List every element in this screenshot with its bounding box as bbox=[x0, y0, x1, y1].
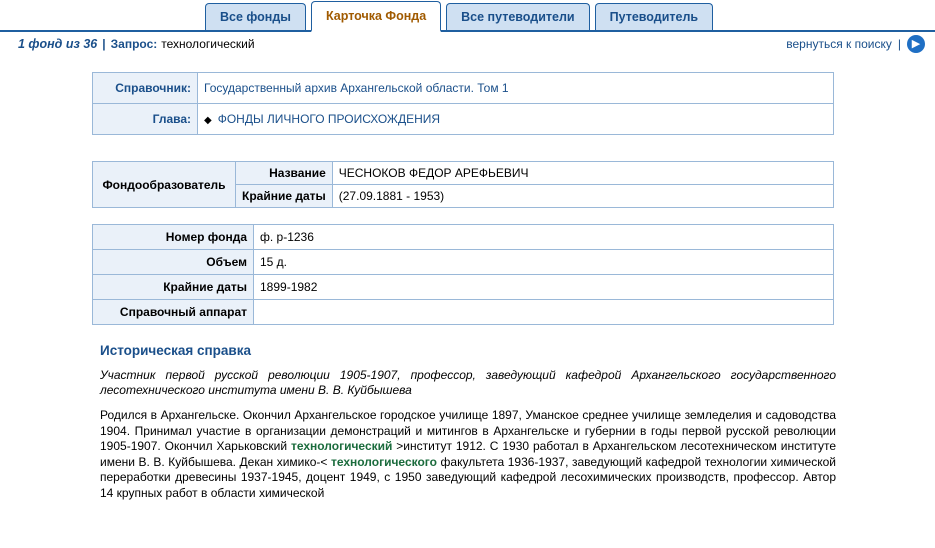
tab-all-guides[interactable]: Все путеводители bbox=[446, 3, 589, 30]
querybar-pipe: | bbox=[897, 37, 901, 51]
result-count: 1 фонд из 36 bbox=[18, 37, 98, 51]
query-value: технологический bbox=[161, 37, 255, 51]
founder-dates-value: (27.09.1881 - 1953) bbox=[332, 185, 833, 208]
table-row bbox=[93, 300, 834, 325]
table-row bbox=[93, 250, 834, 275]
table-row bbox=[93, 225, 834, 250]
founder-name-value: ЧЕСНОКОВ ФЕДОР АРЕФЬЕВИЧ bbox=[332, 162, 833, 185]
fund-number-label: Номер фонда bbox=[93, 225, 254, 250]
fund-dates-value: 1899-1982 bbox=[254, 275, 834, 300]
founder-dates-label: Крайние даты bbox=[236, 185, 333, 208]
diamond-bullet-icon: ◆ bbox=[204, 115, 212, 126]
founder-label: Фондообразователь bbox=[93, 162, 236, 208]
history-part-2: >институт 1912. С 1930 работал в Архангельском лесотехническом институте имени В. В. Куйбышева. Декан химико-< bbox=[100, 439, 836, 469]
table-row bbox=[93, 162, 834, 185]
fund-info-table bbox=[92, 224, 834, 325]
fund-number-value: ф. р-1236 bbox=[254, 225, 834, 250]
tab-bar bbox=[0, 0, 935, 32]
reference-table bbox=[92, 72, 834, 135]
history-title: Историческая справка bbox=[100, 343, 251, 358]
tab-guide[interactable]: Путеводитель bbox=[595, 3, 713, 30]
history-paragraph bbox=[100, 408, 836, 501]
tab-fund-card[interactable]: Карточка Фонда bbox=[311, 1, 441, 32]
glava-label: Глава: bbox=[93, 104, 198, 135]
history-part-1: Родился в Архангельске. Окончил Архангельское городское училище 1897, Уманское среднее училище земледелия и садоводства 1904. Принимал участие в организации демонстраций и митингов в Архангельске и губернии в годы первой русской революции 1905-1907. Окончил Харьковский bbox=[100, 408, 836, 453]
table-row bbox=[93, 73, 834, 104]
spravochnik-value[interactable]: Государственный архив Архангельской области. Том 1 bbox=[198, 73, 834, 104]
table-row bbox=[93, 104, 834, 135]
query-bar bbox=[0, 32, 935, 56]
table-row bbox=[93, 275, 834, 300]
history-part-3: факультета 1936-1937, заведующий кафедрой технологии химической переработки древесины 1937-1945, доцент 1949, с 1950 заведующий кафедрой лесохимических производств, профессор. Автор 14 крупных работ в области химической bbox=[100, 454, 836, 500]
back-to-search-link[interactable]: вернуться к поиску bbox=[786, 37, 892, 51]
founder-table bbox=[92, 161, 834, 208]
founder-name-label: Название bbox=[236, 162, 333, 185]
fund-volume-label: Объем bbox=[93, 250, 254, 275]
query-separator: | bbox=[102, 37, 106, 51]
spravochnik-label: Справочник: bbox=[93, 73, 198, 104]
content-area bbox=[0, 56, 935, 501]
query-label: Запрос: bbox=[110, 37, 158, 51]
tab-all-funds[interactable]: Все фонды bbox=[205, 3, 306, 30]
glava-value-cell[interactable] bbox=[198, 104, 834, 135]
history-highlight-2: технологического bbox=[330, 454, 437, 469]
fund-apparatus-label: Справочный аппарат bbox=[93, 300, 254, 325]
fund-volume-value: 15 д. bbox=[254, 250, 834, 275]
glava-value: ФОНДЫ ЛИЧНОГО ПРОИСХОЖДЕНИЯ bbox=[217, 112, 441, 126]
history-highlight-1: технологический bbox=[290, 439, 393, 453]
history-italic-note: Участник первой русской революции 1905-1907, профессор, заведующий кафедрой Архангельского государственного лесотехнического института имени В. В. Куйбышева bbox=[100, 368, 836, 397]
next-arrow-icon[interactable]: ▶ bbox=[907, 35, 925, 53]
fund-dates-label: Крайние даты bbox=[93, 275, 254, 300]
fund-apparatus-value bbox=[254, 300, 834, 325]
